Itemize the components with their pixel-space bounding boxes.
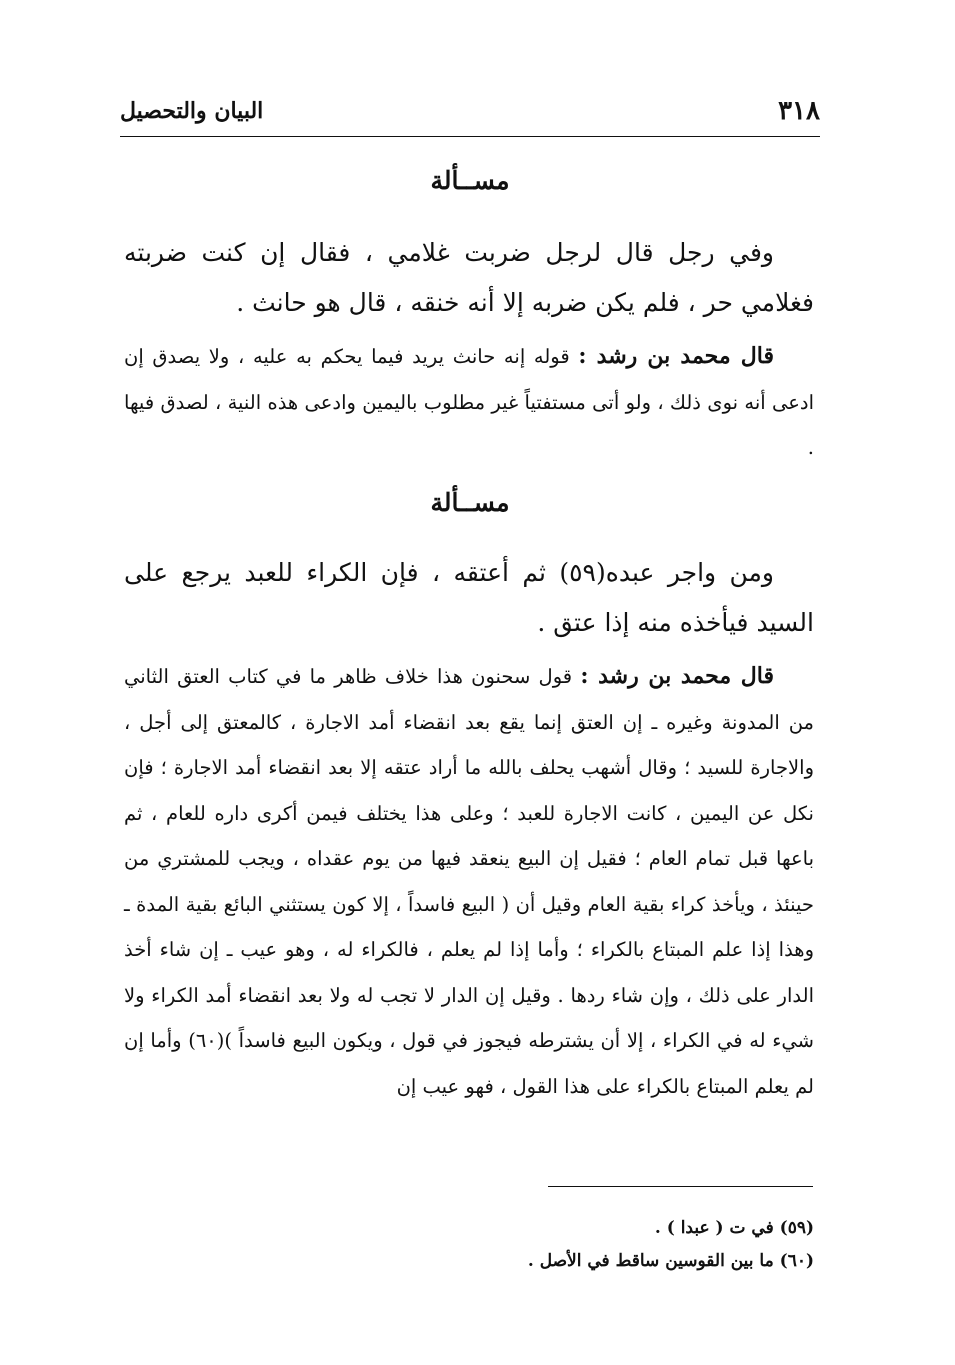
footnote-60: (٦٠) ما بين القوسين ساقط في الأصل . [527, 1251, 814, 1271]
footnotes [124, 1212, 814, 1278]
page-number: ٣١٨ [778, 96, 820, 126]
header-rule [120, 136, 820, 137]
section-2-commentary [124, 654, 814, 1109]
section-2-commentary-text: قول سحنون هذا خلاف ظاهر ما في كتاب العتق الثاني من المدونة وغيره ـ إن العتق إنما يقع بعد انقضاء أمد الاجارة ، كالمعتق إلى أجل ، والاجارة للسيد ؛ وقال أشهب يحلف بالله ما أراد عتقه إلا بعد انقضاء أمد الاجارة ؛ فإن نكل عن اليمين ، كانت الاجارة للعبد ؛ وعلى هذا يختلف فيمن أكرى داره للعام ، ثم باعها قبل تمام العام ؛ فقيل إن البيع ينعقد فيها من يوم عقداه ، ويجب للمشتري من حينئذ ، ويأخذ كراء بقية العام وقيل أن ( البيع فاسداً ، إلا كون يستثني البائع بقية المدة ـ وهذا إذا علم المبتاع بالكراء ؛ وأما إذا لم يعلم ، فالكراء له ، وهو عيب ـ إن شاء أخذ الدار على ذلك ، وإن شاء ردها . وقيل إن الدار لا تجب له ولا بعد انقضاء أمد الكراء ولا شيء له في الكراء ، إلا أن يشترطه فيجوز في قول ، ويكون البيع فاسداً )(٦٠) وأما إن لم يعلم المبتاع بالكراء على هذا القول ، فهو عيب إن [124, 665, 814, 1098]
section-2-commentary-lead: قال محمد بن رشد : [580, 663, 774, 689]
section-1-question [124, 228, 814, 328]
section-1-commentary-lead: قال محمد بن رشد : [578, 343, 774, 369]
section-1-commentary [124, 334, 814, 471]
section-1-question-text: وفي رجل قال لرجل ضربت غلامي ، فقال إن كنت ضربته فغلامي حر ، فلم يكن ضربه إلا أنه خنقه ، قال هو حانث . [124, 238, 814, 317]
footnote-rule [548, 1186, 813, 1187]
running-title: البيان والتحصيل [120, 98, 264, 124]
section-2-heading: مســألة [430, 488, 510, 517]
page-header [120, 96, 820, 134]
footnote-59: (٥٩) في ت ( عبدا ) . [654, 1218, 814, 1238]
section-1-heading: مســألة [430, 166, 510, 195]
section-2-question [124, 548, 814, 648]
section-1-commentary-text: قوله إنه حانث يريد فيما يحكم به عليه ، ولا يصدق إن ادعى أنه نوى ذلك ، ولو أتى مستفتياً غير مطلوب باليمين وادعى هذه النية ، لصدق فيها . [124, 345, 814, 459]
section-2-question-text: ومن واجر عبده(٥٩) ثم أعتقه ، فإن الكراء للعبد يرجع على السيد فيأخذه منه إذا عتق . [124, 558, 814, 637]
